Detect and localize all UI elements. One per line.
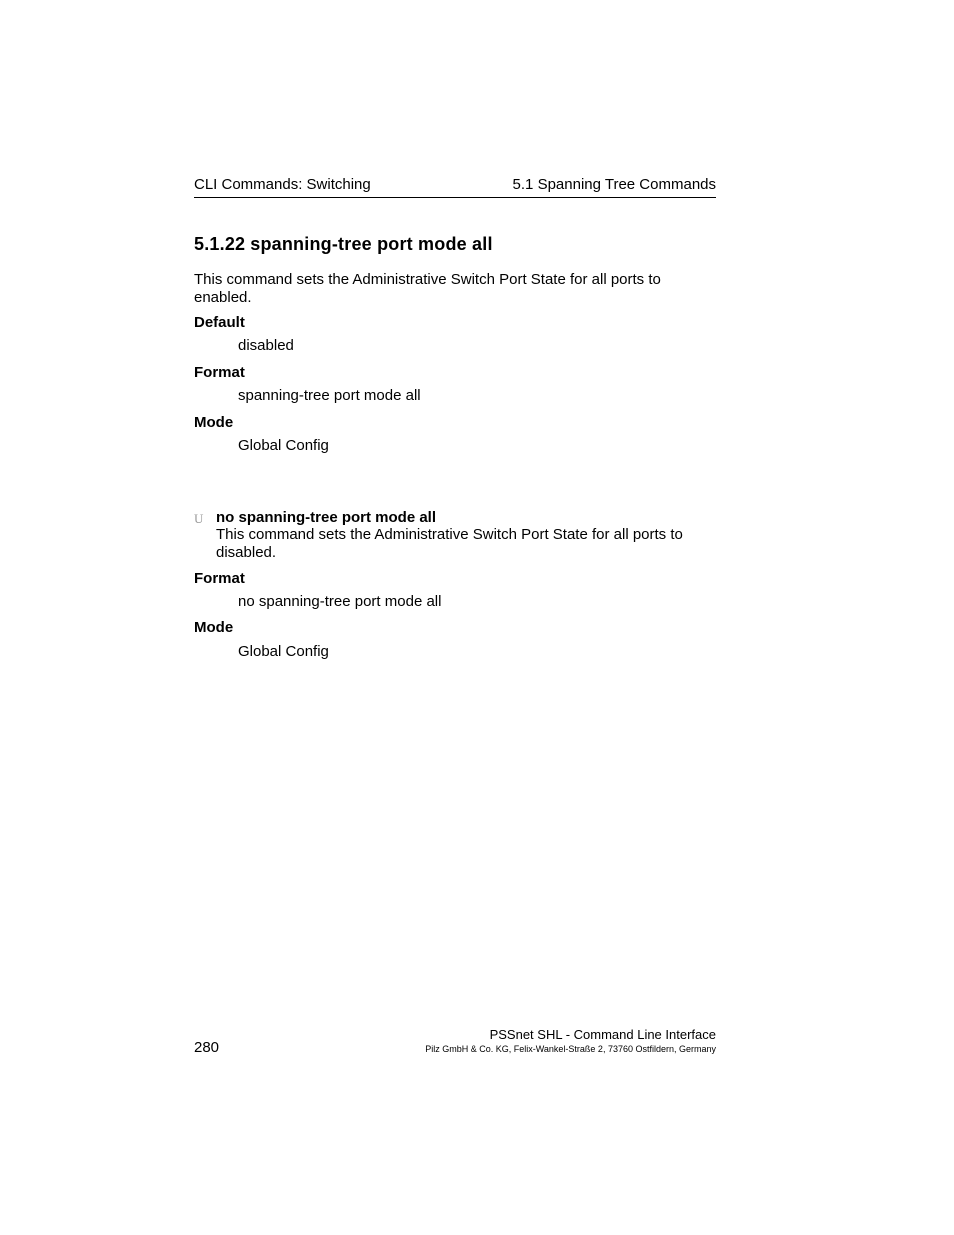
header-divider xyxy=(194,197,716,198)
no-mode-label: Mode xyxy=(194,619,234,636)
section-title: spanning-tree port mode all xyxy=(250,234,493,254)
section-number: 5.1.22 xyxy=(194,234,246,254)
running-header-section: 5.1 Spanning Tree Commands xyxy=(512,176,716,193)
no-command-description: This command sets the Administrative Switch Port State for all ports to disabled. xyxy=(216,526,683,561)
default-value: disabled xyxy=(238,337,294,354)
format-label: Format xyxy=(194,364,245,381)
format-value: spanning-tree port mode all xyxy=(238,387,421,404)
section-heading xyxy=(194,233,493,255)
mode-value: Global Config xyxy=(238,437,329,454)
no-command-title: no spanning-tree port mode all xyxy=(216,509,437,526)
no-format-label: Format xyxy=(194,570,245,587)
footer-product: PSSnet SHL - Command Line Interface xyxy=(489,1027,716,1042)
section-description: This command sets the Administrative Switch Port State for all ports to enabled. xyxy=(194,271,661,306)
mode-label: Mode xyxy=(194,414,234,431)
running-header-chapter: CLI Commands: Switching xyxy=(194,176,371,193)
default-label: Default xyxy=(194,314,245,331)
no-mode-value: Global Config xyxy=(238,643,329,660)
no-format-value: no spanning-tree port mode all xyxy=(238,593,442,610)
list-bullet-icon: U xyxy=(194,511,204,526)
page-number: 280 xyxy=(194,1039,220,1056)
footer-address: Pilz GmbH & Co. KG, Felix-Wankel-Straße 2, 73760 Ostfildern, Germany xyxy=(425,1044,716,1054)
